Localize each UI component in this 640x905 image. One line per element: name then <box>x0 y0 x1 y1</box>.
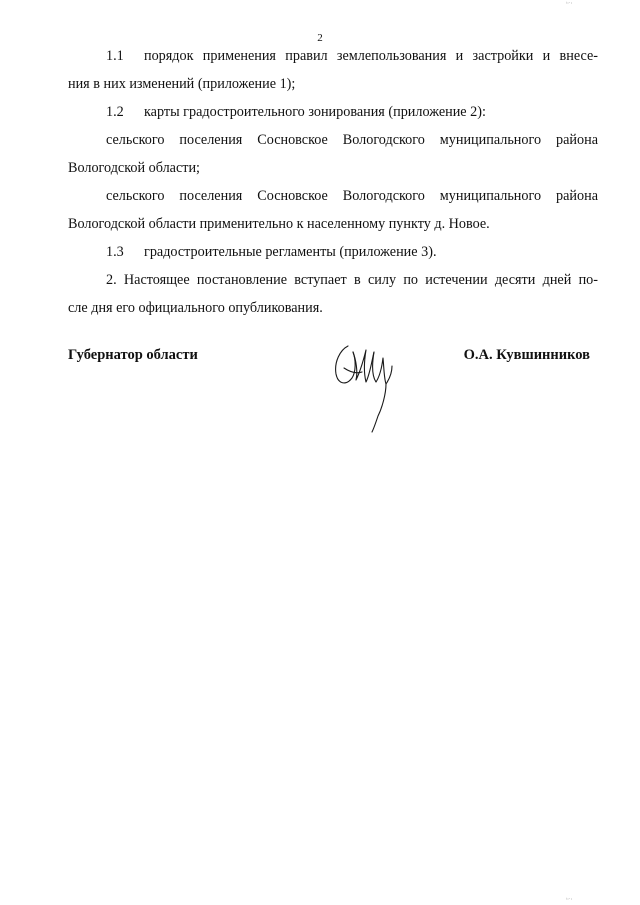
item-1-1 <box>68 42 598 70</box>
clause-2-continuation <box>68 294 598 322</box>
signer-title: Губернатор области <box>68 347 198 363</box>
item-1-1-number: 1.1 <box>106 48 124 64</box>
subitem-2-line1: сельского поселения Сосновское Вологодского муниципального района <box>106 188 598 204</box>
subitem-1-continuation <box>68 154 598 182</box>
item-1-3-number: 1.3 <box>106 244 124 260</box>
item-1-2 <box>68 98 598 126</box>
subitem-1 <box>68 126 598 154</box>
page-number: 2 <box>317 32 323 44</box>
item-1-1-line1: порядок применения правил землепользования и застройки и внесе- <box>144 48 598 64</box>
subitem-1-line2: Вологодской области; <box>68 160 200 176</box>
document-body <box>68 42 598 322</box>
item-1-1-first-line <box>68 42 598 70</box>
item-1-3 <box>68 238 598 266</box>
clause-2 <box>68 266 598 294</box>
subitem-1-line1: сельского поселения Сосновское Вологодского муниципального района <box>106 132 598 148</box>
signer-name: О.А. Кувшинников <box>463 347 590 363</box>
corner-mark-bottom: ᵢ,., <box>566 896 573 901</box>
corner-mark-top: ᵢ,., <box>566 0 573 5</box>
handwritten-signature <box>326 338 402 436</box>
subitem-2 <box>68 182 598 210</box>
subitem-2-continuation <box>68 210 598 238</box>
item-1-3-text: градостроительные регламенты (приложение 3). <box>144 244 437 260</box>
item-1-2-text: карты градостроительного зонирования (приложение 2): <box>144 104 486 120</box>
item-1-2-number: 1.2 <box>106 104 124 120</box>
item-1-1-continuation <box>68 70 598 98</box>
clause-2-line2: сле дня его официального опубликования. <box>68 300 323 316</box>
item-1-1-line2: ния в них изменений (приложение 1); <box>68 76 296 92</box>
subitem-2-line2: Вологодской области применительно к населенному пункту д. Новое. <box>68 216 490 232</box>
clause-2-line1: 2. Настоящее постановление вступает в силу по истечении десяти дней по- <box>106 272 598 288</box>
